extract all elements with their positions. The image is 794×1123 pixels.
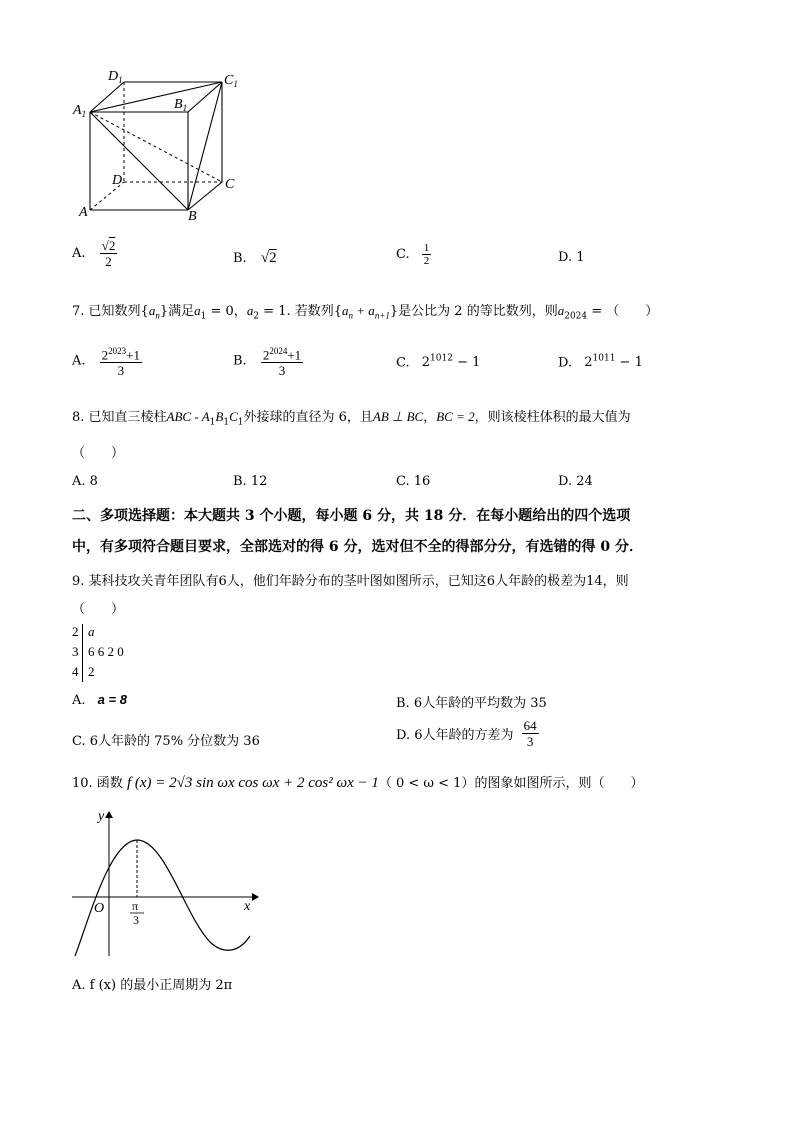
q7-option-b[interactable]: B. $\frac{2^{2024}+1}{3}$ bbox=[233, 346, 302, 379]
x-axis-label: x bbox=[244, 899, 251, 914]
q10-stem: 10. 函数 f (x) = 2√3 sin ωx cos ωx + 2 cos² ωx − 1（ 0 < ω < 1）的图象如图所示，则（ ） bbox=[72, 775, 644, 791]
q9-option-b[interactable]: B. 6人年龄的平均数为 35 bbox=[396, 696, 547, 711]
stem-row-1: 2 a bbox=[72, 624, 95, 639]
q8-paren: （ ） bbox=[72, 446, 125, 461]
q7-stem: 7. 已知数列$\{a_n\}$满足$a_1 = 0$，$a_2 = 1$. 若数列$\{a_n + a_{n+1}\}$是公比为 2 的等比数列，则$a_{2024}$ = （ ） bbox=[72, 303, 659, 322]
origin-label: O bbox=[94, 901, 105, 916]
q8-stem: 8. 已知直三棱柱ABC - $A_1B_1C_1$外接球的直径为 6，且AB ⊥ BC，BC = 2，则该棱柱体积的最大值为 bbox=[72, 409, 631, 428]
pi-den-label: 3 bbox=[133, 913, 139, 927]
cube-figure bbox=[70, 64, 250, 224]
q9-stem: 9. 某科技攻关青年团队有6人，他们年龄分布的茎叶图如图所示，已知这6人年龄的极差为14，则 bbox=[72, 574, 629, 589]
q10-option-a[interactable]: A. f (x) 的最小正周期为 2π bbox=[72, 978, 233, 993]
q9-option-a[interactable]: A. a = 8 bbox=[72, 692, 127, 708]
label-a: A bbox=[79, 205, 88, 220]
label-a1: $A_1$ bbox=[73, 103, 87, 119]
label-b: B bbox=[188, 209, 197, 224]
section2-heading-line1: 二、多项选择题：本大题共 3 个小题，每小题 6 分，共 18 分．在每小题给出的四个选项 bbox=[72, 508, 631, 524]
q7-option-a[interactable]: A. $\frac{2^{2023}+1}{3}$ bbox=[72, 346, 141, 379]
section2-heading-line2: 中，有多项符合题目要求，全部选对的得 6 分，选对但不全的得部分分，有选错的得 0 分． bbox=[72, 539, 643, 555]
q9-option-d[interactable]: D. 6人年龄的方差为 $\frac{64}{3}$ bbox=[396, 718, 537, 749]
stem-leaf-plot bbox=[72, 624, 192, 684]
q9-paren: （ ） bbox=[72, 602, 125, 617]
label-d1: $D_1$ bbox=[108, 69, 123, 85]
label-d: D bbox=[112, 173, 123, 188]
stem-row-2: 3 6 6 2 0 bbox=[72, 644, 124, 659]
label-c: C bbox=[225, 177, 235, 192]
q7-option-c[interactable]: C. $2^{1012} - 1$ bbox=[396, 354, 481, 371]
label-c1: $C_1$ bbox=[224, 73, 238, 89]
sine-curve bbox=[75, 840, 250, 956]
y-axis-label: y bbox=[98, 809, 105, 824]
q6-option-d[interactable]: D. 1 bbox=[558, 250, 585, 265]
q8-option-d[interactable]: D. 24 bbox=[558, 474, 593, 489]
label-b1: $B_1$ bbox=[174, 97, 188, 113]
q8-option-b[interactable]: B. 12 bbox=[233, 474, 268, 489]
q9-option-c[interactable]: C. 6人年龄的 75% 分位数为 36 bbox=[72, 734, 260, 749]
q6-option-b[interactable]: B. √2 bbox=[233, 250, 277, 266]
stem-row-3: 4 2 bbox=[72, 664, 95, 679]
q6-option-c[interactable]: C. $\frac{1}{2}$ bbox=[396, 242, 430, 267]
q8-option-c[interactable]: C. 16 bbox=[396, 474, 431, 489]
function-graph bbox=[70, 806, 270, 966]
pi-label: π bbox=[132, 899, 139, 913]
q8-option-a[interactable]: A. 8 bbox=[72, 474, 98, 489]
q7-option-d[interactable]: D. $2^{1011} - 1$ bbox=[558, 354, 643, 371]
q6-option-a[interactable]: A. $\frac{√2}{2}$ bbox=[72, 238, 116, 269]
